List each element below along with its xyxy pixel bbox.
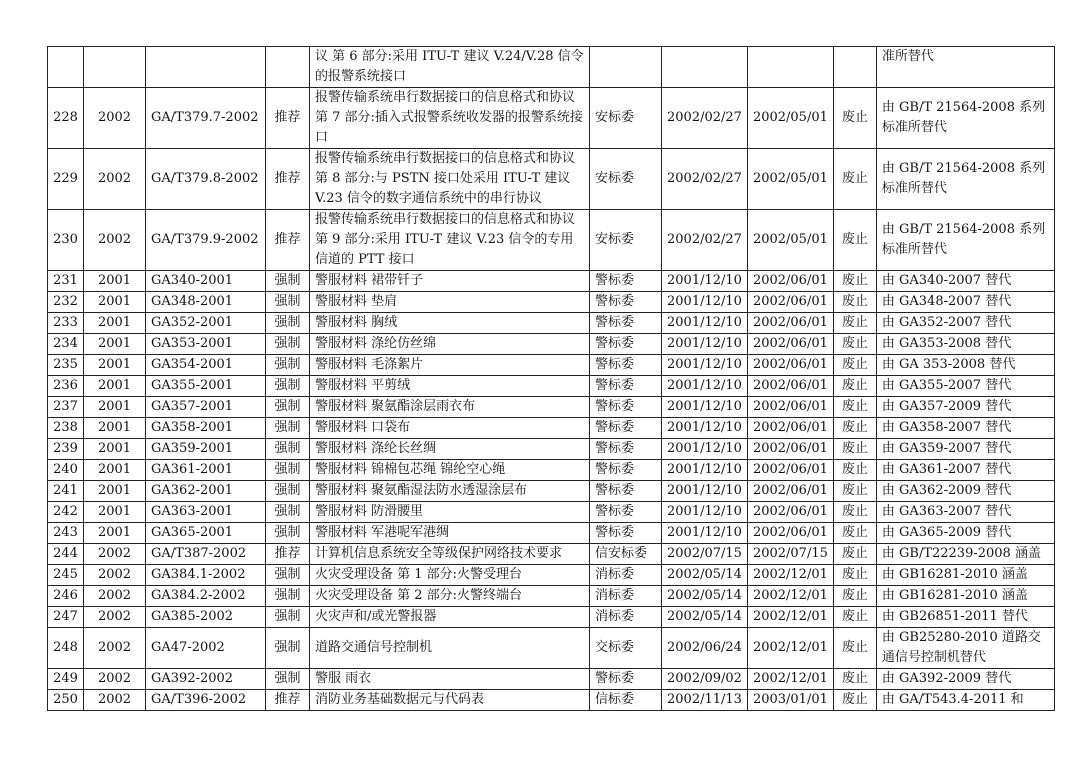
cell-standard-code: GA/T379.7-2002 (146, 88, 266, 149)
cell-status: 废止 (833, 690, 876, 711)
cell-title: 警服材料 口袋布 (310, 418, 590, 439)
cell-standard-code: GA384.2-2002 (146, 586, 266, 607)
cell-title: 火灾受理设备 第 1 部分:火警受理台 (310, 565, 590, 586)
table-row (48, 439, 1055, 460)
cell-committee: 警标委 (590, 460, 662, 481)
cell-note: 由 GA359-2007 替代 (876, 439, 1054, 460)
table-row (48, 88, 1055, 149)
cell-status: 废止 (833, 565, 876, 586)
cell-standard-code: GA/T396-2002 (146, 690, 266, 711)
table-row (48, 355, 1055, 376)
cell-year: 2002 (84, 586, 146, 607)
cell-title: 火灾受理设备 第 2 部分:火警终端台 (310, 586, 590, 607)
table-row (48, 313, 1055, 334)
cell-effective-date: 2002/06/01 (747, 418, 833, 439)
cell-status: 废止 (833, 313, 876, 334)
cell-title: 警服材料 毛涤絮片 (310, 355, 590, 376)
cell-issue-date: 2001/12/10 (662, 418, 748, 439)
cell-standard-code: GA363-2001 (146, 502, 266, 523)
cell-number: 242 (48, 502, 84, 523)
cell-note: 准所替代 (876, 47, 1054, 88)
cell-status: 废止 (833, 523, 876, 544)
cell-year: 2001 (84, 355, 146, 376)
cell-year: 2002 (84, 210, 146, 271)
cell-standard-code: GA392-2002 (146, 669, 266, 690)
cell-issue-date: 2002/05/14 (662, 586, 748, 607)
cell-number: 233 (48, 313, 84, 334)
cell-effective-date: 2002/06/01 (747, 523, 833, 544)
cell-issue-date: 2002/05/14 (662, 607, 748, 628)
cell-issue-date: 2002/05/14 (662, 565, 748, 586)
cell-committee: 消标委 (590, 586, 662, 607)
cell-status: 废止 (833, 502, 876, 523)
cell-status: 废止 (833, 210, 876, 271)
table-row (48, 376, 1055, 397)
cell-effective-date: 2002/12/01 (747, 669, 833, 690)
cell-status: 废止 (833, 460, 876, 481)
cell-number: 249 (48, 669, 84, 690)
cell-year: 2001 (84, 481, 146, 502)
cell-year: 2002 (84, 565, 146, 586)
table-row (48, 460, 1055, 481)
cell-effective-date: 2002/12/01 (747, 607, 833, 628)
cell-standard-code: GA357-2001 (146, 397, 266, 418)
cell-type: 强制 (266, 628, 310, 669)
cell-standard-code: GA359-2001 (146, 439, 266, 460)
cell-number (48, 47, 84, 88)
cell-issue-date: 2002/11/13 (662, 690, 748, 711)
cell-year: 2001 (84, 439, 146, 460)
cell-number: 234 (48, 334, 84, 355)
cell-year: 2002 (84, 690, 146, 711)
cell-issue-date: 2002/07/15 (662, 544, 748, 565)
cell-type: 推荐 (266, 690, 310, 711)
cell-number: 250 (48, 690, 84, 711)
cell-issue-date: 2001/12/10 (662, 292, 748, 313)
cell-status: 废止 (833, 544, 876, 565)
cell-type: 强制 (266, 669, 310, 690)
cell-type: 强制 (266, 523, 310, 544)
cell-year: 2002 (84, 607, 146, 628)
cell-effective-date: 2002/12/01 (747, 586, 833, 607)
cell-issue-date: 2002/06/24 (662, 628, 748, 669)
cell-status: 废止 (833, 586, 876, 607)
table-row (48, 523, 1055, 544)
cell-title: 警服材料 防滑腰里 (310, 502, 590, 523)
cell-year: 2001 (84, 397, 146, 418)
cell-standard-code: GA354-2001 (146, 355, 266, 376)
cell-status: 废止 (833, 439, 876, 460)
cell-standard-code: GA361-2001 (146, 460, 266, 481)
cell-type: 强制 (266, 292, 310, 313)
cell-year: 2001 (84, 460, 146, 481)
cell-note: 由 GB16281-2010 涵盖 (876, 586, 1054, 607)
cell-effective-date: 2002/06/01 (747, 460, 833, 481)
cell-committee: 警标委 (590, 292, 662, 313)
cell-effective-date: 2002/12/01 (747, 628, 833, 669)
cell-committee: 信标委 (590, 690, 662, 711)
cell-standard-code: GA358-2001 (146, 418, 266, 439)
cell-committee: 信安标委 (590, 544, 662, 565)
cell-note: 由 GA 353-2008 替代 (876, 355, 1054, 376)
cell-issue-date: 2001/12/10 (662, 355, 748, 376)
cell-title: 议 第 6 部分:采用 ITU-T 建议 V.24/V.28 信令的报警系统接口 (310, 47, 590, 88)
cell-effective-date: 2003/01/01 (747, 690, 833, 711)
cell-year: 2001 (84, 502, 146, 523)
cell-title: 警服材料 聚氨酯湿法防水透湿涂层布 (310, 481, 590, 502)
table-row (48, 334, 1055, 355)
cell-title: 警服材料 垫肩 (310, 292, 590, 313)
cell-committee: 警标委 (590, 523, 662, 544)
table-row (48, 481, 1055, 502)
cell-status: 废止 (833, 271, 876, 292)
cell-number: 240 (48, 460, 84, 481)
table-row (48, 690, 1055, 711)
cell-number: 229 (48, 149, 84, 210)
cell-note: 由 GA363-2007 替代 (876, 502, 1054, 523)
cell-committee: 警标委 (590, 418, 662, 439)
table-row (48, 586, 1055, 607)
cell-type: 强制 (266, 418, 310, 439)
cell-committee: 警标委 (590, 439, 662, 460)
cell-number: 236 (48, 376, 84, 397)
cell-issue-date: 2001/12/10 (662, 376, 748, 397)
cell-standard-code: GA348-2001 (146, 292, 266, 313)
cell-status (833, 47, 876, 88)
cell-title: 报警传输系统串行数据接口的信息格式和协议 第 8 部分:与 PSTN 接口处采用 ITU-T 建议 V.23 信令的数字通信系统中的串行协议 (310, 149, 590, 210)
cell-type: 推荐 (266, 149, 310, 210)
cell-type (266, 47, 310, 88)
cell-standard-code: GA352-2001 (146, 313, 266, 334)
cell-standard-code: GA384.1-2002 (146, 565, 266, 586)
cell-committee: 消标委 (590, 607, 662, 628)
cell-title: 报警传输系统串行数据接口的信息格式和协议 第 7 部分:插入式报警系统收发器的报警系统接口 (310, 88, 590, 149)
cell-note: 由 GA365-2009 替代 (876, 523, 1054, 544)
table-row (48, 210, 1055, 271)
cell-year: 2002 (84, 669, 146, 690)
cell-type: 强制 (266, 481, 310, 502)
cell-effective-date: 2002/05/01 (747, 210, 833, 271)
cell-type: 强制 (266, 376, 310, 397)
cell-note: 由 GB/T 21564-2008 系列标准所替代 (876, 88, 1054, 149)
cell-number: 241 (48, 481, 84, 502)
cell-type: 强制 (266, 502, 310, 523)
table-row (48, 669, 1055, 690)
cell-number: 238 (48, 418, 84, 439)
cell-status: 废止 (833, 397, 876, 418)
cell-number: 228 (48, 88, 84, 149)
cell-effective-date: 2002/12/01 (747, 565, 833, 586)
cell-title: 警服材料 涤纶仿丝绵 (310, 334, 590, 355)
cell-note: 由 GA353-2008 替代 (876, 334, 1054, 355)
cell-title: 警服材料 平剪绒 (310, 376, 590, 397)
table-row (48, 628, 1055, 669)
cell-type: 强制 (266, 334, 310, 355)
cell-type: 强制 (266, 607, 310, 628)
cell-standard-code: GA/T379.8-2002 (146, 149, 266, 210)
table-row (48, 502, 1055, 523)
cell-year: 2002 (84, 88, 146, 149)
cell-issue-date: 2001/12/10 (662, 502, 748, 523)
cell-note: 由 GA352-2007 替代 (876, 313, 1054, 334)
cell-year: 2002 (84, 149, 146, 210)
cell-status: 废止 (833, 669, 876, 690)
cell-title: 警服材料 胸绒 (310, 313, 590, 334)
cell-committee (590, 47, 662, 88)
cell-effective-date: 2002/06/01 (747, 271, 833, 292)
cell-title: 道路交通信号控制机 (310, 628, 590, 669)
cell-effective-date: 2002/07/15 (747, 544, 833, 565)
cell-effective-date: 2002/05/01 (747, 88, 833, 149)
cell-type: 强制 (266, 271, 310, 292)
cell-committee: 交标委 (590, 628, 662, 669)
cell-standard-code (146, 47, 266, 88)
cell-issue-date: 2002/02/27 (662, 210, 748, 271)
cell-number: 248 (48, 628, 84, 669)
cell-status: 废止 (833, 334, 876, 355)
cell-committee: 安标委 (590, 88, 662, 149)
cell-number: 232 (48, 292, 84, 313)
cell-effective-date: 2002/06/01 (747, 481, 833, 502)
cell-year: 2001 (84, 376, 146, 397)
cell-committee: 消标委 (590, 565, 662, 586)
table-row (48, 397, 1055, 418)
cell-note: 由 GA358-2007 替代 (876, 418, 1054, 439)
cell-number: 235 (48, 355, 84, 376)
cell-title: 警服材料 军港呢军港绸 (310, 523, 590, 544)
cell-issue-date (662, 47, 748, 88)
cell-type: 推荐 (266, 88, 310, 149)
cell-status: 废止 (833, 376, 876, 397)
cell-number: 244 (48, 544, 84, 565)
cell-type: 推荐 (266, 544, 310, 565)
cell-effective-date: 2002/06/01 (747, 313, 833, 334)
cell-note: 由 GB25280-2010 道路交通信号控制机替代 (876, 628, 1054, 669)
cell-issue-date: 2001/12/10 (662, 271, 748, 292)
table-row (48, 565, 1055, 586)
cell-standard-code: GA340-2001 (146, 271, 266, 292)
cell-committee: 警标委 (590, 481, 662, 502)
cell-effective-date (747, 47, 833, 88)
cell-status: 废止 (833, 607, 876, 628)
table-body (48, 47, 1055, 711)
cell-year: 2002 (84, 544, 146, 565)
cell-number: 231 (48, 271, 84, 292)
cell-committee: 警标委 (590, 397, 662, 418)
cell-status: 废止 (833, 355, 876, 376)
cell-note: 由 GB/T 21564-2008 系列标准所替代 (876, 149, 1054, 210)
cell-standard-code: GA/T387-2002 (146, 544, 266, 565)
cell-type: 强制 (266, 397, 310, 418)
cell-standard-code: GA/T379.9-2002 (146, 210, 266, 271)
cell-standard-code: GA362-2001 (146, 481, 266, 502)
cell-committee: 警标委 (590, 669, 662, 690)
cell-issue-date: 2001/12/10 (662, 397, 748, 418)
cell-effective-date: 2002/06/01 (747, 376, 833, 397)
cell-issue-date: 2001/12/10 (662, 334, 748, 355)
table-row (48, 544, 1055, 565)
cell-title: 警服材料 涤纶长丝绸 (310, 439, 590, 460)
cell-standard-code: GA365-2001 (146, 523, 266, 544)
cell-title: 火灾声和/或光警报器 (310, 607, 590, 628)
cell-note: 由 GA357-2009 替代 (876, 397, 1054, 418)
table-row (48, 292, 1055, 313)
cell-title: 警服材料 锦棉包芯绳 锦纶空心绳 (310, 460, 590, 481)
cell-year: 2001 (84, 418, 146, 439)
cell-title: 消防业务基础数据元与代码表 (310, 690, 590, 711)
cell-number: 246 (48, 586, 84, 607)
cell-standard-code: GA353-2001 (146, 334, 266, 355)
cell-effective-date: 2002/06/01 (747, 397, 833, 418)
cell-effective-date: 2002/06/01 (747, 355, 833, 376)
cell-note: 由 GB26851-2011 替代 (876, 607, 1054, 628)
cell-year: 2001 (84, 334, 146, 355)
cell-year (84, 47, 146, 88)
cell-standard-code: GA47-2002 (146, 628, 266, 669)
cell-issue-date: 2002/02/27 (662, 88, 748, 149)
cell-title: 报警传输系统串行数据接口的信息格式和协议 第 9 部分:采用 ITU-T 建议 V.23 信令的专用信道的 PTT 接口 (310, 210, 590, 271)
cell-type: 推荐 (266, 210, 310, 271)
cell-committee: 警标委 (590, 313, 662, 334)
cell-status: 废止 (833, 418, 876, 439)
cell-type: 强制 (266, 586, 310, 607)
cell-type: 强制 (266, 355, 310, 376)
cell-year: 2001 (84, 292, 146, 313)
cell-committee: 警标委 (590, 502, 662, 523)
cell-year: 2001 (84, 271, 146, 292)
cell-effective-date: 2002/06/01 (747, 334, 833, 355)
cell-type: 强制 (266, 439, 310, 460)
cell-effective-date: 2002/06/01 (747, 502, 833, 523)
cell-committee: 警标委 (590, 376, 662, 397)
cell-year: 2001 (84, 523, 146, 544)
cell-status: 废止 (833, 88, 876, 149)
cell-note: 由 GB/T 21564-2008 系列标准所替代 (876, 210, 1054, 271)
cell-standard-code: GA355-2001 (146, 376, 266, 397)
cell-standard-code: GA385-2002 (146, 607, 266, 628)
cell-number: 237 (48, 397, 84, 418)
cell-committee: 安标委 (590, 149, 662, 210)
cell-status: 废止 (833, 292, 876, 313)
cell-number: 243 (48, 523, 84, 544)
cell-committee: 安标委 (590, 210, 662, 271)
cell-committee: 警标委 (590, 271, 662, 292)
cell-effective-date: 2002/06/01 (747, 292, 833, 313)
cell-number: 245 (48, 565, 84, 586)
cell-note: 由 GA340-2007 替代 (876, 271, 1054, 292)
cell-effective-date: 2002/05/01 (747, 149, 833, 210)
cell-note: 由 GA348-2007 替代 (876, 292, 1054, 313)
cell-note: 由 GA355-2007 替代 (876, 376, 1054, 397)
cell-year: 2002 (84, 628, 146, 669)
cell-type: 强制 (266, 565, 310, 586)
cell-issue-date: 2002/02/27 (662, 149, 748, 210)
cell-committee: 警标委 (590, 334, 662, 355)
cell-note: 由 GB16281-2010 涵盖 (876, 565, 1054, 586)
cell-issue-date: 2001/12/10 (662, 439, 748, 460)
cell-issue-date: 2002/09/02 (662, 669, 748, 690)
cell-type: 强制 (266, 460, 310, 481)
table-row (48, 149, 1055, 210)
standards-table (47, 46, 1055, 711)
cell-issue-date: 2001/12/10 (662, 313, 748, 334)
cell-title: 警服材料 聚氨酯涂层雨衣布 (310, 397, 590, 418)
table-row (48, 271, 1055, 292)
cell-title: 警服 雨衣 (310, 669, 590, 690)
cell-title: 警服材料 裙带钎子 (310, 271, 590, 292)
table-row (48, 47, 1055, 88)
cell-number: 239 (48, 439, 84, 460)
cell-number: 230 (48, 210, 84, 271)
table-row (48, 418, 1055, 439)
cell-note: 由 GA392-2009 替代 (876, 669, 1054, 690)
cell-note: 由 GA362-2009 替代 (876, 481, 1054, 502)
cell-year: 2001 (84, 313, 146, 334)
cell-status: 废止 (833, 481, 876, 502)
cell-status: 废止 (833, 149, 876, 210)
table-row (48, 607, 1055, 628)
cell-type: 强制 (266, 313, 310, 334)
cell-issue-date: 2001/12/10 (662, 523, 748, 544)
cell-number: 247 (48, 607, 84, 628)
cell-committee: 警标委 (590, 355, 662, 376)
cell-status: 废止 (833, 628, 876, 669)
cell-title: 计算机信息系统安全等级保护网络技术要求 (310, 544, 590, 565)
cell-issue-date: 2001/12/10 (662, 481, 748, 502)
cell-note: 由 GB/T22239-2008 涵盖 (876, 544, 1054, 565)
cell-issue-date: 2001/12/10 (662, 460, 748, 481)
cell-effective-date: 2002/06/01 (747, 439, 833, 460)
cell-note: 由 GA361-2007 替代 (876, 460, 1054, 481)
cell-note: 由 GA/T543.4-2011 和 (876, 690, 1054, 711)
